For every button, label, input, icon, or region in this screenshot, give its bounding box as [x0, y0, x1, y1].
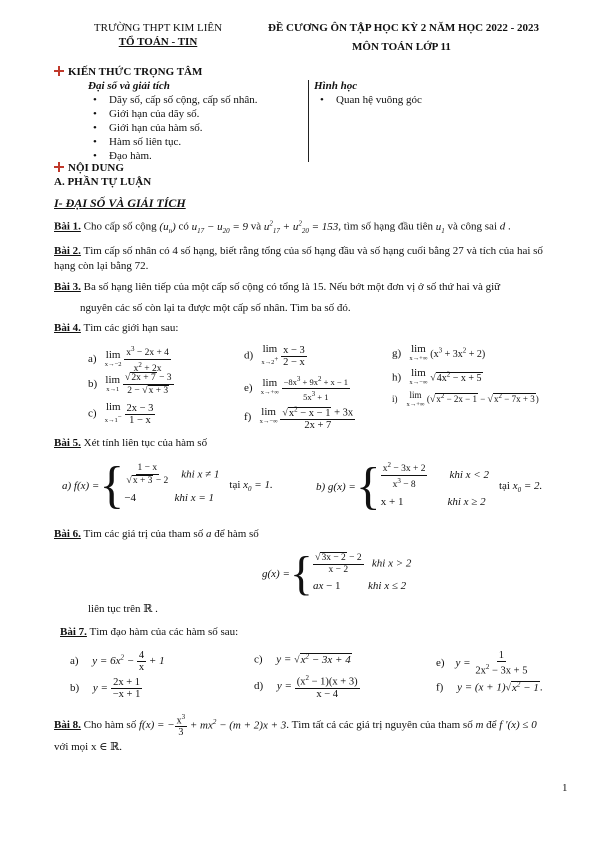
problem-5 [54, 437, 207, 449]
algebra-title: Đại số và giải tích [88, 80, 170, 92]
problem-1: Bài 1. Cho cấp số cộng $(u_n)$ có $u_{17} - u_{20} = 9$ và $u^2_{17} + u^2_{20} = 153$, tìm số hạng đầu tiên $u_1$ và công sai d . [54, 219, 511, 235]
problem-text: Tìm các giá trị của tham số [83, 528, 204, 540]
list-item: • Đạo hàm. [93, 149, 257, 163]
problem-text: để [486, 719, 497, 732]
limit-i: i) lim x→+∞ $(√x^2 - 2x - 1 - √x^2 - 7x + 3)$ [392, 390, 539, 408]
problem-text: và công sai [447, 220, 497, 233]
problem-8-line2: với mọi x ∈ ℝ. [54, 741, 123, 753]
knowledge-heading: KIẾN THỨC TRỌNG TÂM [54, 66, 202, 78]
problem-text: , tìm số hạng đầu tiên [338, 220, 434, 233]
problem-label: Bài 5. [54, 437, 81, 449]
limit-f: f) lim x→−∞ $\frac{√x^2 - x - 1 + 3x}{2x + 7}$ [244, 405, 354, 431]
limit-a: a) lim x→−2 $\frac{x^3 - 2x + 4}{x^2 + 2x}$ [88, 345, 169, 375]
geometry-list [320, 93, 422, 107]
limit-g: g) lim x→+∞ $(x^3 + 3x^2 + 2)$ [392, 343, 486, 362]
derivative-d: d) y = $\frac{(x^2 - 1)(x + 3)}{x - 4}$ [254, 674, 358, 700]
problem-4 [54, 322, 178, 334]
problem-text: Tìm cấp số nhân có 4 số hạng, biết rằng tổng của số hạng đầu và số hạng cuối bằng 27 và tích của hai số hạng còn lại bằng 72. [54, 245, 543, 272]
function-6: g(x) = { $\frac{√3x - 2 - 2}{x - 2}$ khi x > 2 ax − 1 khi x ≤ 2 [262, 547, 412, 600]
problem-label: Bài 1. [54, 220, 81, 233]
problem-2 [54, 244, 554, 274]
function-5b: b) g(x) = { $\frac{x^2 - 3x + 2}{x^3 - 8}$ khi x < 2 x + 1 khi x ≥ 2 tại $x_0 = 2$. [316, 457, 543, 515]
list-item: • Hàm số liên tục. [93, 135, 257, 149]
column-divider [308, 80, 309, 162]
problem-text: . Tìm tất cả các giá trị nguyên của tham số [286, 719, 473, 732]
problem-text: Ba số hạng liên tiếp của một cấp số cộng có tổng là 15. Nếu bớt một đơn vị ở số thứ hai và giữ [83, 281, 501, 293]
problem-text: có [178, 220, 189, 233]
derivative-e: e) y = $\frac{1}{2x^2 - 3x + 5}$ [436, 650, 528, 677]
derivative-c: c) $y = √x^2 - 3x + 4$ [254, 652, 351, 666]
problem-label: Bài 2. [54, 245, 81, 257]
page-number: 1 [562, 782, 568, 794]
problem-text: Tìm các giới hạn sau: [83, 322, 179, 334]
problem-6-continuity: liên tục trên ℝ . [88, 603, 158, 615]
problem-text: Cho cấp số cộng [83, 220, 157, 233]
limit-e: e) lim x→+∞ $\frac{-8x^3 + 9x^2 + x - 1}{5x^3 + 1}$ [244, 375, 349, 402]
problem-text: tại [229, 478, 241, 491]
problem-label: Bài 6. [54, 528, 81, 540]
limit-c: c) lim x→1− $\frac{2x - 3}{1 - x}$ [88, 401, 154, 426]
problem-label: Bài 7. [60, 626, 87, 638]
content-heading: NỘI DUNG [54, 162, 124, 174]
limit-b: b) lim x→1 $\frac{√2x + 7 - 3}{2 - √x + 3}$ [88, 372, 172, 396]
problem-text: Cho hàm số [83, 719, 137, 732]
bullet-flag-icon [54, 66, 64, 76]
derivative-f: f) $y = (x + 1)√x^2 - 1$. [436, 680, 543, 694]
problem-label: Bài 3. [54, 281, 81, 293]
problem-6: Bài 6. Tìm các giá trị của tham số a để hàm số [54, 528, 259, 540]
problem-label: Bài 8. [54, 719, 81, 732]
list-item: • Giới hạn của hàm số. [93, 121, 257, 135]
problem-text: Xét tính liên tục của hàm số [83, 437, 208, 449]
problem-3-line2: nguyên các số còn lại ta được một cấp số nhân. Tìm ba số đó. [80, 302, 351, 314]
problem-8: Bài 8. Cho hàm số f(x) = − $\frac{x^3}{3}$ + $mx^2 - (m + 2)x + 3$ . Tìm tất cả các giá trị nguyên của tham số m để f '(x) ≤ 0 [54, 713, 537, 739]
list-item: • Giới hạn của dãy số. [93, 107, 257, 121]
list-item: • Quan hệ vuông góc [320, 93, 422, 107]
problem-text: để hàm số [214, 528, 259, 540]
problem-text: Tìm đạo hàm của các hàm số sau: [89, 626, 239, 638]
document-title: ĐỀ CƯƠNG ÔN TẬP HỌC KỲ 2 NĂM HỌC 2022 - 2023 [268, 22, 540, 34]
problem-label: Bài 4. [54, 322, 81, 334]
geometry-title: Hình học [314, 80, 358, 92]
problem-text: và [250, 220, 262, 233]
limit-h: h) lim x→−∞ $√4x^2 - x + 5$ [392, 367, 482, 386]
section-heading: I- ĐẠI SỐ VÀ GIẢI TÍCH [54, 196, 186, 210]
problem-text: tại [498, 479, 510, 492]
school-name: TRƯỜNG THPT KIM LIÊN [93, 22, 223, 34]
bullet-flag-icon [54, 162, 64, 172]
problem-7 [60, 626, 238, 638]
derivative-a: a) $y = 6x^2$ − $\frac{4}{x}$ + 1 [70, 650, 165, 673]
document-subtitle: MÔN TOÁN LỚP 11 [352, 41, 451, 53]
derivative-b: b) y = $\frac{2x + 1}{-x + 1}$ [70, 677, 141, 700]
part-a-heading: A. PHẦN TỰ LUẬN [54, 176, 152, 188]
function-5a: a) f(x) = { $\frac{1 - x}{√x + 3 - 2}$ khi x ≠ 1 −4 khi x = 1 tại $x_0 = 1$. [62, 457, 273, 514]
department-name: TỔ TOÁN - TIN [118, 36, 198, 48]
algebra-list [93, 93, 257, 163]
limit-d: d) lim x→2+ $\frac{x - 3}{2 - x}$ [244, 343, 305, 368]
problem-3 [54, 281, 500, 293]
list-item: • Dãy số, cấp số cộng, cấp số nhân. [93, 93, 257, 107]
